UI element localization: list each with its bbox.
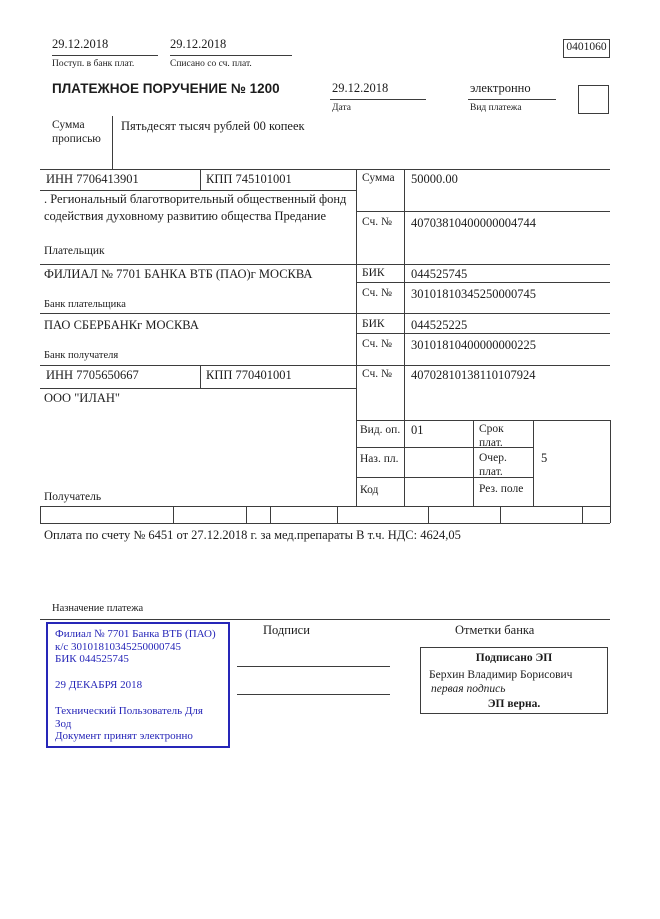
grid-line-h [40, 264, 610, 265]
grid-line-h [356, 333, 610, 334]
payment-kind-value: электронно [470, 81, 531, 95]
signatures-label: Подписи [263, 623, 310, 637]
payee-bank-bik: 044525225 [411, 318, 468, 332]
priority-label: Очер. плат. [479, 452, 507, 478]
payment-purpose-label: Назначение платежа [52, 603, 144, 614]
stamp-corr-account: к/с 30101810345250000745 [55, 640, 182, 653]
grid-line-h [40, 523, 610, 524]
grid-line-v [428, 506, 429, 523]
bank-stamp-box [46, 622, 230, 748]
amount-in-words-value: Пятьдесят тысяч рублей 00 копеек [121, 119, 305, 133]
payer-bank-bik-label: БИК [362, 267, 385, 279]
amount-label: Сумма [362, 172, 395, 184]
grid-line-v [200, 365, 201, 388]
grid-line-v [40, 506, 41, 523]
grid-line-v [337, 506, 338, 523]
payee-section-label: Получатель [44, 491, 102, 503]
amount-in-words-label: Сумма прописью [52, 119, 101, 145]
esignature-stamp-box [420, 647, 608, 714]
form-code: 0401060 [566, 41, 607, 53]
grid-line-v [610, 420, 611, 506]
debited-from-account-label: Списано со сч. плат. [170, 59, 252, 69]
code-label: Код [360, 484, 379, 496]
payee-account-label: Сч. № [362, 368, 393, 380]
grid-line-v [112, 116, 113, 169]
grid-line-v [582, 506, 583, 523]
field-underline [170, 55, 292, 56]
grid-line-v [270, 506, 271, 523]
grid-line-h [356, 420, 610, 421]
payer-account-label: Сч. № [362, 216, 393, 228]
payment-term-label: Срок плат. [479, 423, 504, 449]
operation-kind-label: Вид. оп. [360, 424, 401, 436]
grid-line-h [40, 365, 610, 366]
grid-line-v [356, 169, 357, 506]
payer-account: 40703810400000004744 [411, 216, 536, 230]
payee-bank-name: ПАО СБЕРБАНКг МОСКВА [44, 318, 199, 332]
grid-line-v [404, 169, 405, 506]
stamp-bik: БИК 044525745 [55, 653, 129, 665]
signature-line [237, 666, 390, 667]
bank-marks-label: Отметки банка [455, 623, 535, 637]
payment-purpose-text: Оплата по счету № 6451 от 27.12.2018 г. за мед.препараты В т.ч. НДС: 4624,05 [44, 528, 461, 542]
document-title: ПЛАТЕЖНОЕ ПОРУЧЕНИЕ № 1200 [52, 81, 280, 96]
payee-account: 40702810138110107924 [411, 368, 536, 382]
grid-line-h [356, 211, 610, 212]
debited-from-account-date: 29.12.2018 [170, 37, 227, 51]
payer-bank-account: 30101810345250000745 [411, 287, 536, 301]
payee-bank-bik-label: БИК [362, 318, 385, 330]
payer-bank-account-label: Сч. № [362, 287, 393, 299]
payer-bank-section-label: Банк плательщика [44, 299, 126, 310]
field-underline [468, 99, 556, 100]
grid-line-v [200, 169, 201, 190]
grid-line-h [40, 388, 356, 389]
grid-line-v [173, 506, 174, 523]
status-checkbox [578, 85, 609, 114]
document-date: 29.12.2018 [332, 81, 389, 95]
payee-name: ООО "ИЛАН" [44, 391, 120, 405]
date-label: Дата [332, 103, 351, 113]
signature-line [237, 694, 390, 695]
grid-line-h [356, 282, 610, 283]
payer-bank-bik: 044525745 [411, 267, 468, 281]
stamp-date: 29 ДЕКАБРЯ 2018 [55, 678, 143, 691]
form-code-box [563, 39, 610, 58]
payee-inn: ИНН 7705650667 [46, 368, 139, 382]
received-in-bank-label: Поступ. в банк плат. [52, 59, 135, 69]
payee-bank-account: 30101810400000000225 [411, 338, 536, 352]
operation-kind-value: 01 [411, 423, 424, 437]
grid-line-v [246, 506, 247, 523]
grid-line-v [473, 420, 474, 506]
payer-section-label: Плательщик [44, 245, 105, 257]
amount-value: 50000.00 [411, 172, 458, 186]
grid-line-h [40, 313, 610, 314]
payee-bank-account-label: Сч. № [362, 338, 393, 350]
payer-kpp: КПП 745101001 [206, 172, 292, 186]
stamp-accepted-note: Документ принят электронно [55, 730, 193, 742]
grid-line-h [40, 619, 610, 620]
payee-bank-section-label: Банк получателя [44, 350, 119, 361]
grid-line-h [40, 169, 610, 170]
grid-line-h [40, 506, 610, 507]
stamp-bank-name: Филиал № 7701 Банка ВТБ (ПАО) [55, 628, 216, 640]
payer-bank-name: ФИЛИАЛ № 7701 БАНКА ВТБ (ПАО)г МОСКВА [44, 267, 313, 281]
field-underline [330, 99, 426, 100]
esign-title: Подписано ЭП [475, 652, 553, 664]
priority-value: 5 [541, 451, 548, 465]
esign-validity: ЭП верна. [487, 698, 541, 710]
payer-inn: ИНН 7706413901 [46, 172, 139, 186]
payee-kpp: КПП 770401001 [206, 368, 292, 382]
payment-kind-label: Вид платежа [470, 103, 522, 113]
esign-signature-note: первая подпись [431, 683, 506, 695]
received-in-bank-date: 29.12.2018 [52, 37, 109, 51]
grid-line-v [500, 506, 501, 523]
grid-line-v [610, 506, 611, 523]
payer-name: . Региональный благотворительный общественный фонд содействия духовному развитию общества Предание [44, 192, 347, 223]
field-underline [52, 55, 158, 56]
purpose-code-label: Наз. пл. [360, 453, 399, 465]
stamp-user: Технический Пользователь Для Зод [55, 705, 203, 730]
reserve-field-label: Рез. поле [479, 483, 524, 495]
esign-signer-name: Берхин Владимир Борисович [429, 669, 573, 681]
grid-line-v [533, 420, 534, 506]
